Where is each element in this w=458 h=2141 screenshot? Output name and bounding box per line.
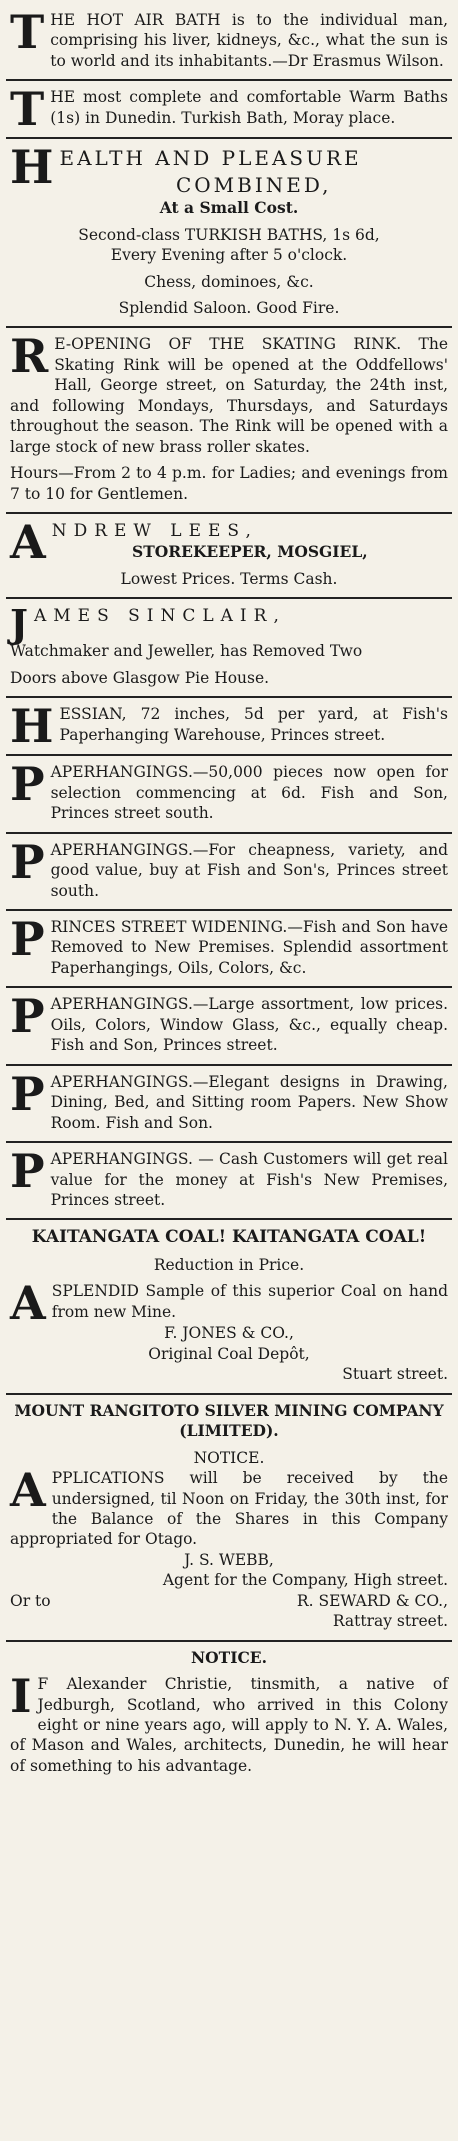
ad-line: STOREKEEPER, MOSGIEL, [132, 542, 368, 562]
drop-cap: A [10, 1463, 46, 1518]
drop-cap: P [10, 1144, 45, 1199]
ad-line: Every Evening after 5 o'clock. [110, 246, 348, 265]
ad-text: APERHANGINGS.—For cheapness, variety, and good value, buy at Fish and Son's, Princes street south. [50, 840, 448, 900]
ad-andrew-lees [6, 514, 452, 599]
ad-text: APERHANGINGS. — Cash Customers will get real value for the money at Fish's New Premises, Princes street. [50, 1150, 448, 1209]
ad-james-sinclair [6, 599, 452, 698]
ad-agent-line: Agent for the Company, High street. [162, 1571, 448, 1590]
ad-text: APERHANGINGS.—Elegant designs in Drawing, Dining, Bed, and Sitting room Papers. New Show Room. Fish and Son. [50, 1072, 448, 1132]
ad-line: Splendid Saloon. Good Fire. [118, 298, 340, 317]
ad-paperhangings-5 [6, 1143, 452, 1220]
drop-cap: T [10, 82, 45, 137]
ad-name: AMES SINCLAIR, [33, 606, 286, 627]
ad-signer: J. S. WEBB, [184, 1550, 274, 1569]
ad-hot-air-bath [6, 4, 452, 81]
ad-mount-rangitoto [6, 1395, 452, 1642]
drop-cap: P [10, 834, 45, 889]
ad-text: ESSIAN, 72 inches, 5d per yard, at Fish's Paperhanging Warehouse, Princes street. [59, 705, 448, 744]
ad-line: Chess, dominoes, &c. [144, 272, 314, 291]
ad-health-and-pleasure [6, 139, 452, 328]
ad-text: APERHANGINGS.—50,000 pieces now open for selection commencing at 6d. Fish and Son, Princes street south. [50, 763, 448, 823]
ad-hours: Hours—From 2 to 4 p.m. for Ladies; and evenings from 7 to 10 for Gentlemen. [10, 464, 448, 503]
drop-cap: P [10, 912, 45, 966]
ad-text: RINCES STREET WIDENING.—Fish and Son have Removed to New Premises. Splendid assortment Paperhangings, Oils, Colors, &c. [50, 918, 448, 977]
drop-cap: H [10, 699, 54, 754]
ad-paperhangings-2 [6, 834, 452, 911]
ad-notice: NOTICE. [193, 1448, 265, 1467]
ad-or-to: Or to [10, 1591, 51, 1610]
ad-text: HE HOT AIR BATH is to the individual man, comprising his liver, kidneys, &c., what the sun is to world and its inhabitants.—Dr Erasmus Wilson. [50, 11, 448, 70]
ad-line: Watchmaker and Jeweller, has Removed Two [10, 642, 363, 661]
ad-paperhangings-4 [6, 1066, 452, 1143]
ad-line: Second-class TURKISH BATHS, 1s 6d, [78, 225, 380, 244]
drop-cap: H [10, 140, 54, 195]
ad-princes-street-widening [6, 911, 452, 988]
ad-paperhangings-3 [6, 988, 452, 1065]
ad-agent: F. JONES & CO., [164, 1324, 294, 1343]
ad-subtitle: At a Small Cost. [159, 198, 299, 218]
ad-text: HE most complete and comfortable Warm Baths (1s) in Dunedin. Turkish Bath, Moray place. [50, 88, 448, 127]
ad-depot: Original Coal Depôt, [148, 1344, 310, 1363]
ad-title: KAITANGATA COAL! KAITANGATA COAL! [31, 1227, 427, 1248]
drop-cap: P [10, 989, 45, 1044]
newspaper-column [6, 0, 452, 1784]
drop-cap: P [10, 757, 45, 812]
ad-street: Stuart street. [342, 1365, 448, 1384]
drop-cap: A [10, 515, 46, 570]
ad-warm-baths [6, 81, 452, 139]
ad-text: PPLICATIONS will be received by the undersigned, til Noon on Friday, the 30th inst, for the Balance of the Shares in this Company appropriated for Otago. [10, 1469, 448, 1549]
drop-cap: J [10, 601, 28, 647]
ad-alt-street: Rattray street. [332, 1612, 448, 1631]
ad-skating-rink [6, 328, 452, 514]
ad-line: Doors above Glasgow Pie House. [10, 668, 270, 687]
ad-text: SPLENDID Sample of this superior Coal on hand from new Mine. [51, 1282, 448, 1321]
ad-paperhangings-1 [6, 756, 452, 833]
drop-cap: A [10, 1276, 46, 1331]
ad-title: NOTICE. [190, 1647, 267, 1667]
drop-cap: I [10, 1669, 32, 1724]
ad-text: E-OPENING OF THE SKATING RINK. The Skating Rink will be opened at the Oddfellows' Hall, George street, on Saturday, the 24th inst, and following Mondays, Thursdays, and Saturdays throughout the season. The Rink will be opened with a large stock of new brass roller skates. [10, 335, 448, 456]
ad-notice-christie [6, 1642, 452, 1785]
ad-line: Lowest Prices. Terms Cash. [120, 569, 338, 588]
ad-hessian [6, 698, 452, 756]
ad-text: F Alexander Christie, tinsmith, a native of Jedburgh, Scotland, who arrived in this Colony eight or nine years ago, will apply to N. Y. A. Wales, of Mason and Wales, architects, Dunedin, he will hear of something to his advantage. [10, 1675, 448, 1775]
ad-alt-signer: R. SEWARD & CO., [296, 1591, 448, 1610]
ad-subtitle: Reduction in Price. [153, 1255, 305, 1274]
ad-title: EALTH AND PLEASURE [59, 146, 362, 171]
drop-cap: P [10, 1066, 45, 1121]
ad-kaitangata-coal [6, 1220, 452, 1394]
drop-cap: T [10, 5, 45, 59]
ad-text: APERHANGINGS.—Large assortment, low prices. Oils, Colors, Window Glass, &c., equally cheap. Fish and Son, Princes street. [50, 995, 448, 1055]
ad-title: MOUNT RANGITOTO SILVER MINING COMPANY (LIMITED). [14, 1400, 444, 1441]
drop-cap: R [10, 329, 49, 384]
ad-name: NDREW LEES, [51, 521, 258, 542]
ad-title-2: COMBINED, [175, 172, 332, 197]
